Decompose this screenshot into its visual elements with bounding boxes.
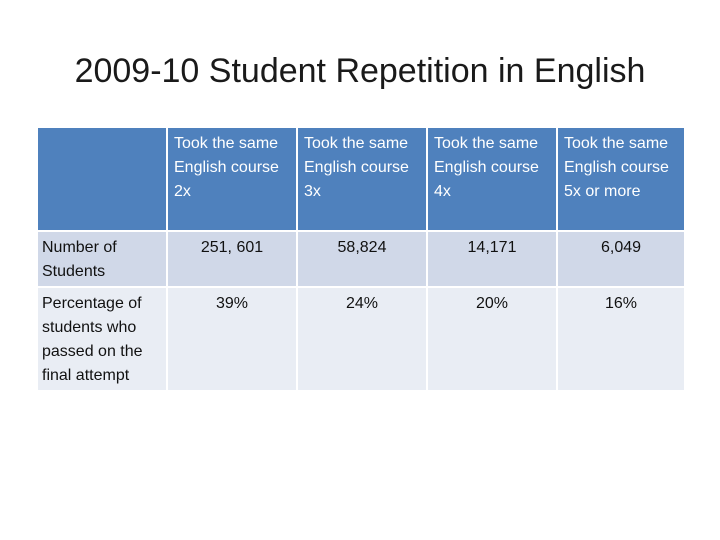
row-label-percentage-passed: Percentage of students who passed on the final attempt bbox=[37, 287, 167, 391]
cell-value: 24% bbox=[297, 287, 427, 391]
cell-value: 16% bbox=[557, 287, 685, 391]
cell-value: 251, 601 bbox=[167, 231, 297, 287]
repetition-table bbox=[36, 126, 686, 392]
header-5x-or-more: Took the same English course 5x or more bbox=[557, 127, 685, 231]
table-corner-cell bbox=[37, 127, 167, 231]
cell-value: 14,171 bbox=[427, 231, 557, 287]
cell-value: 20% bbox=[427, 287, 557, 391]
row-label-number-of-students: Number of Students bbox=[37, 231, 167, 287]
header-3x: Took the same English course 3x bbox=[297, 127, 427, 231]
slide-title: 2009-10 Student Repetition in English bbox=[74, 52, 646, 90]
cell-value: 39% bbox=[167, 287, 297, 391]
table-row bbox=[37, 231, 685, 287]
table-header-row bbox=[37, 127, 685, 231]
header-4x: Took the same English course 4x bbox=[427, 127, 557, 231]
table-row bbox=[37, 287, 685, 391]
cell-value: 6,049 bbox=[557, 231, 685, 287]
header-2x: Took the same English course 2x bbox=[167, 127, 297, 231]
cell-value: 58,824 bbox=[297, 231, 427, 287]
